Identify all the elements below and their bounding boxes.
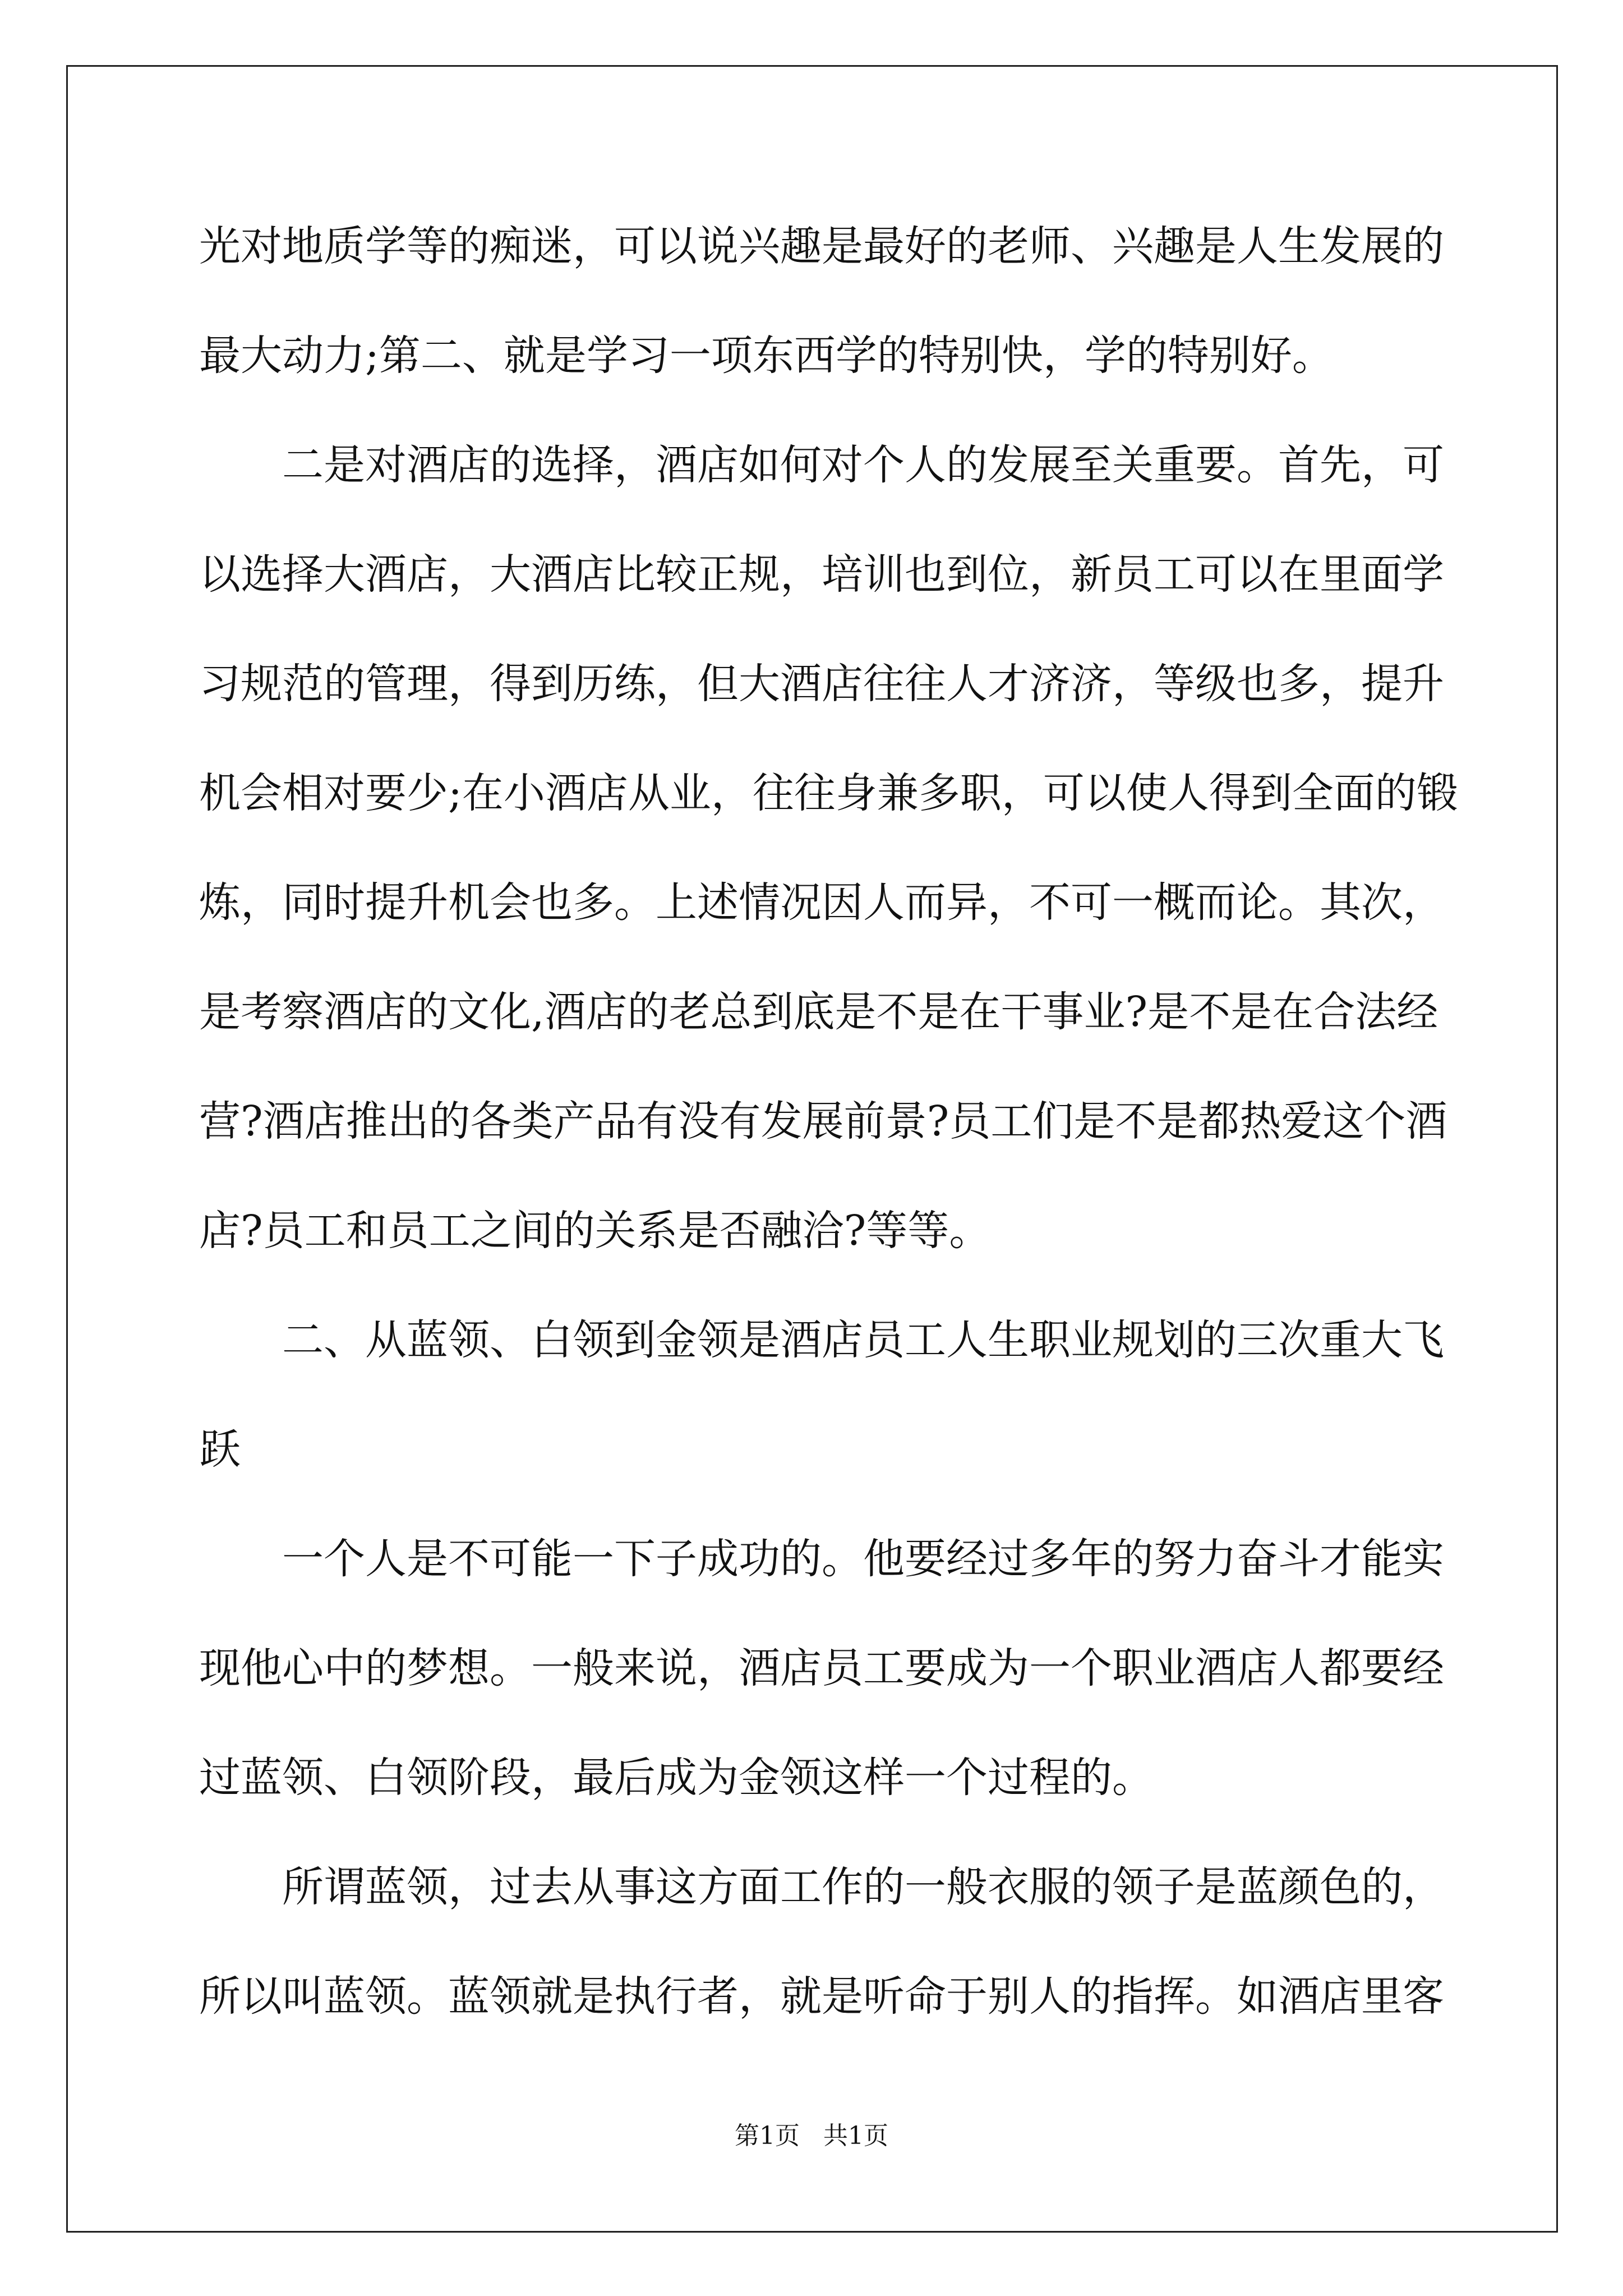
text-line: 二、从蓝领、白领到金领是酒店员工人生职业规划的三次重大飞 bbox=[282, 1316, 1444, 1364]
text-line: 二是对酒店的选择，酒店如何对个人的发展至关重要。首先，可 bbox=[282, 441, 1444, 489]
text-line: 以选择大酒店，大酒店比较正规，培训也到位，新员工可以在里面学 bbox=[199, 550, 1444, 599]
text-line: 过蓝领、白领阶段，最后成为金领这样一个过程的。 bbox=[199, 1754, 1154, 1802]
page-footer: 第1页 共1页 bbox=[735, 2122, 888, 2150]
text-line: 所谓蓝领，过去从事这方面工作的一般衣服的领子是蓝颜色的， bbox=[282, 1863, 1444, 1911]
text-line: 所以叫蓝领。蓝领就是执行者，就是听命于别人的指挥。如酒店里客 bbox=[199, 1972, 1444, 2021]
text-line: 跃 bbox=[199, 1425, 241, 1474]
text-line: 现他心中的梦想。一般来说，酒店员工要成为一个职业酒店人都要经 bbox=[199, 1644, 1444, 1692]
text-line: 最大动力;第二、就是学习一项东西学的特别快，学的特别好。 bbox=[199, 332, 1334, 380]
text-line: 营?酒店推出的各类产品有没有发展前景?员工们是不是都热爱这个酒 bbox=[199, 1097, 1447, 1145]
text-line: 机会相对要少;在小酒店从业，往往身兼多职，可以使人得到全面的锻 bbox=[199, 769, 1458, 817]
text-line: 是考察酒店的文化,酒店的老总到底是不是在干事业?是不是在合法经 bbox=[199, 988, 1438, 1036]
text-line: 炼，同时提升机会也多。上述情况因人而异，不可一概而论。其次， bbox=[199, 878, 1444, 927]
text-line: 一个人是不可能一下子成功的。他要经过多年的努力奋斗才能实 bbox=[282, 1535, 1444, 1583]
text-line: 光对地质学等的痴迷，可以说兴趣是最好的老师、兴趣是人生发展的 bbox=[199, 222, 1444, 270]
document-body bbox=[199, 219, 1458, 2078]
text-line: 习规范的管理，得到历练，但大酒店往往人才济济，等级也多，提升 bbox=[199, 660, 1444, 708]
text-line: 店?员工和员工之间的关系是否融洽?等等。 bbox=[199, 1207, 991, 1255]
